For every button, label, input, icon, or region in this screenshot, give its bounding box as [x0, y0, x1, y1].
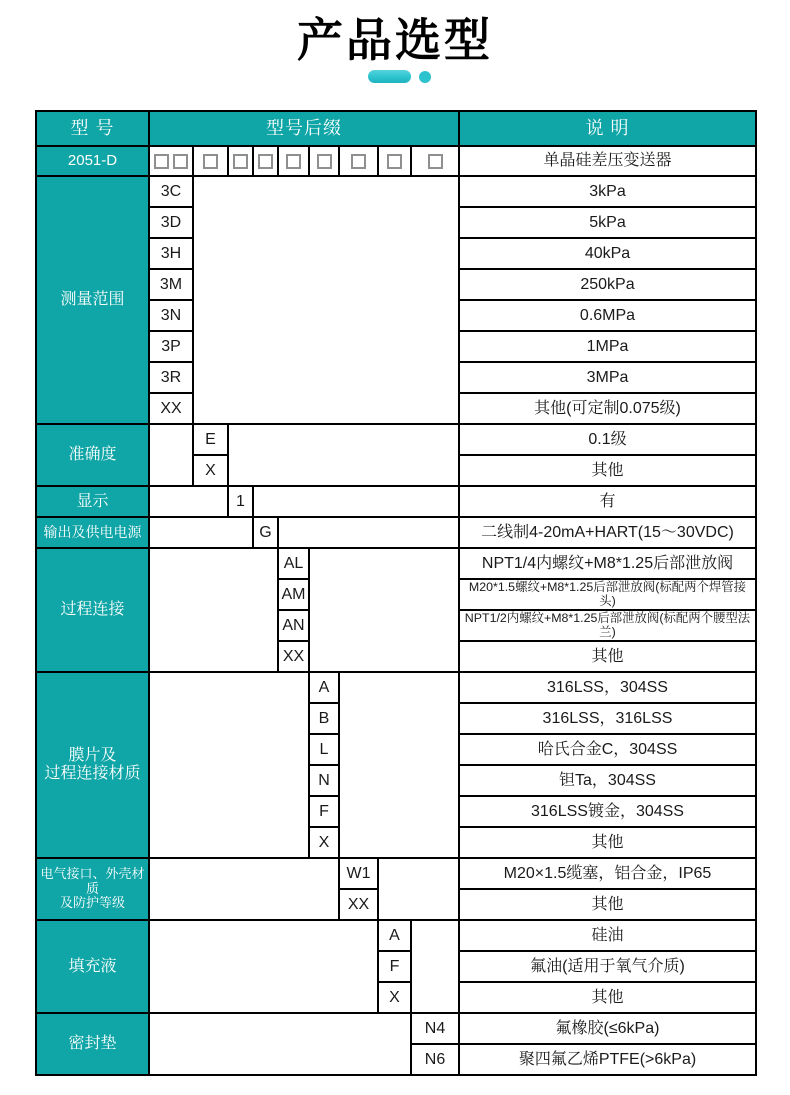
- suffix-code: AL: [277, 547, 308, 578]
- section-label-line: 输出及供电电源: [43, 523, 142, 540]
- description-cell: 有: [458, 485, 755, 516]
- spacer-cell: [410, 919, 458, 1012]
- section-label-line: 过程连接: [60, 601, 125, 619]
- suffix-code: 3H: [148, 237, 192, 268]
- description-cell: 1MPa: [458, 330, 755, 361]
- suffix-checkbox-cell: [227, 145, 252, 175]
- spacer-cell: [148, 516, 252, 547]
- section-label-line: 电气接口、外壳材质: [40, 866, 145, 896]
- description-cell: 钽Ta，304SS: [458, 764, 755, 795]
- suffix-code: AN: [277, 609, 308, 640]
- section-label-line: 显示: [76, 492, 109, 510]
- suffix-code: X: [308, 826, 338, 857]
- model-description: 单晶硅差压变送器: [458, 145, 755, 175]
- description-cell: 二线制4-20mA+HART(15～30VDC): [458, 516, 755, 547]
- column-header-description: 说 明: [458, 110, 755, 145]
- title-underline-pill: [368, 70, 411, 83]
- suffix-code: X: [192, 454, 227, 485]
- spacer-cell: [252, 485, 458, 516]
- description-cell: 40kPa: [458, 237, 755, 268]
- description-cell: 5kPa: [458, 206, 755, 237]
- description-cell: 其他: [458, 640, 755, 671]
- suffix-checkbox-cell: [377, 145, 410, 175]
- description-cell: 氟橡胶(≤6kPa): [458, 1012, 755, 1043]
- column-header-model: 型 号: [35, 110, 148, 145]
- description-cell: 哈氏合金C，304SS: [458, 733, 755, 764]
- spacer-cell: [148, 423, 192, 485]
- spacer-cell: [148, 1012, 410, 1074]
- section-label: [35, 919, 148, 1012]
- spacer-cell: [148, 919, 377, 1012]
- suffix-code: XX: [148, 392, 192, 423]
- suffix-code: B: [308, 702, 338, 733]
- spacer-cell: [148, 485, 227, 516]
- suffix-code: N6: [410, 1043, 458, 1074]
- suffix-code: X: [377, 981, 410, 1012]
- suffix-code: 1: [227, 485, 252, 516]
- suffix-checkbox-cell: [277, 145, 308, 175]
- section-label: [35, 547, 148, 671]
- section-label: [35, 423, 148, 485]
- spacer-cell: [338, 671, 458, 857]
- description-cell: 其他: [458, 981, 755, 1012]
- description-cell: 0.6MPa: [458, 299, 755, 330]
- product-selection-table: [35, 110, 757, 1076]
- suffix-checkbox: [428, 154, 443, 169]
- description-cell: 316LSS镀金，304SS: [458, 795, 755, 826]
- suffix-code: 3D: [148, 206, 192, 237]
- spacer-cell: [377, 857, 458, 919]
- description-cell: 250kPa: [458, 268, 755, 299]
- spacer-cell: [227, 423, 458, 485]
- description-cell: NPT1/4内螺纹+M8*1.25后部泄放阀: [458, 547, 755, 578]
- suffix-checkbox-cell: [252, 145, 277, 175]
- section-label-line: 填充液: [68, 957, 117, 975]
- description-cell: NPT1/2内螺纹+M8*1.25后部泄放阀(标配两个腰型法兰): [458, 609, 755, 640]
- suffix-checkbox-cell: [338, 145, 377, 175]
- suffix-checkbox: [154, 154, 169, 169]
- suffix-code: 3R: [148, 361, 192, 392]
- section-label: [35, 1012, 148, 1074]
- section-label: [35, 671, 148, 857]
- suffix-code: F: [308, 795, 338, 826]
- section-label-line: 及防护等级: [59, 895, 125, 911]
- description-cell: 316LSS，316LSS: [458, 702, 755, 733]
- suffix-code: XX: [338, 888, 377, 919]
- suffix-code: A: [308, 671, 338, 702]
- description-cell: 316LSS，304SS: [458, 671, 755, 702]
- suffix-code: N4: [410, 1012, 458, 1043]
- suffix-code: F: [377, 950, 410, 981]
- suffix-code: G: [252, 516, 277, 547]
- suffix-code: 3P: [148, 330, 192, 361]
- description-cell: 3MPa: [458, 361, 755, 392]
- section-label: [35, 516, 148, 547]
- suffix-checkbox: [351, 154, 366, 169]
- section-label: [35, 857, 148, 919]
- suffix-code: L: [308, 733, 338, 764]
- spacer-cell: [148, 857, 338, 919]
- description-cell: 聚四氟乙烯PTFE(>6kPa): [458, 1043, 755, 1074]
- spacer-cell: [148, 547, 277, 671]
- section-label-line: 准确度: [68, 446, 117, 464]
- description-cell: 其他: [458, 888, 755, 919]
- suffix-checkbox: [233, 154, 248, 169]
- suffix-code: E: [192, 423, 227, 454]
- suffix-checkbox: [173, 154, 188, 169]
- suffix-code: A: [377, 919, 410, 950]
- suffix-code: 3N: [148, 299, 192, 330]
- spacer-cell: [192, 175, 458, 423]
- suffix-checkbox-cell: [308, 145, 338, 175]
- description-cell: 氟油(适用于氧气介质): [458, 950, 755, 981]
- suffix-checkbox-cell: [192, 145, 227, 175]
- suffix-code: N: [308, 764, 338, 795]
- section-label-line: 过程连接材质: [44, 765, 141, 782]
- title-underline-dot: [419, 71, 431, 83]
- column-header-suffix: 型号后缀: [148, 110, 458, 145]
- section-label: [35, 175, 148, 423]
- description-cell: 其他(可定制0.075级): [458, 392, 755, 423]
- suffix-checkbox: [387, 154, 402, 169]
- section-label-line: 测量范围: [60, 291, 125, 309]
- suffix-code: 3C: [148, 175, 192, 206]
- page-title: 产品选型: [297, 14, 493, 66]
- description-cell: 其他: [458, 454, 755, 485]
- section-label-line: 膜片及: [68, 747, 117, 765]
- description-cell: M20*1.5螺纹+M8*1.25后部泄放阀(标配两个焊管接头): [458, 578, 755, 609]
- suffix-checkbox: [317, 154, 332, 169]
- suffix-code: 3M: [148, 268, 192, 299]
- section-label: [35, 485, 148, 516]
- suffix-code: XX: [277, 640, 308, 671]
- suffix-code: AM: [277, 578, 308, 609]
- model-number: 2051-D: [35, 145, 148, 175]
- suffix-checkbox-cell: [410, 145, 458, 175]
- section-label-line: 密封垫: [68, 1035, 117, 1053]
- description-cell: M20×1.5缆塞，铝合金，IP65: [458, 857, 755, 888]
- spacer-cell: [277, 516, 458, 547]
- description-cell: 硅油: [458, 919, 755, 950]
- description-cell: 0.1级: [458, 423, 755, 454]
- description-cell: 其他: [458, 826, 755, 857]
- suffix-checkbox: [286, 154, 301, 169]
- suffix-code: W1: [338, 857, 377, 888]
- spacer-cell: [148, 671, 308, 857]
- suffix-checkbox-cell: [148, 145, 192, 175]
- spacer-cell: [308, 547, 458, 671]
- suffix-checkbox: [258, 154, 273, 169]
- suffix-checkbox: [203, 154, 218, 169]
- description-cell: 3kPa: [458, 175, 755, 206]
